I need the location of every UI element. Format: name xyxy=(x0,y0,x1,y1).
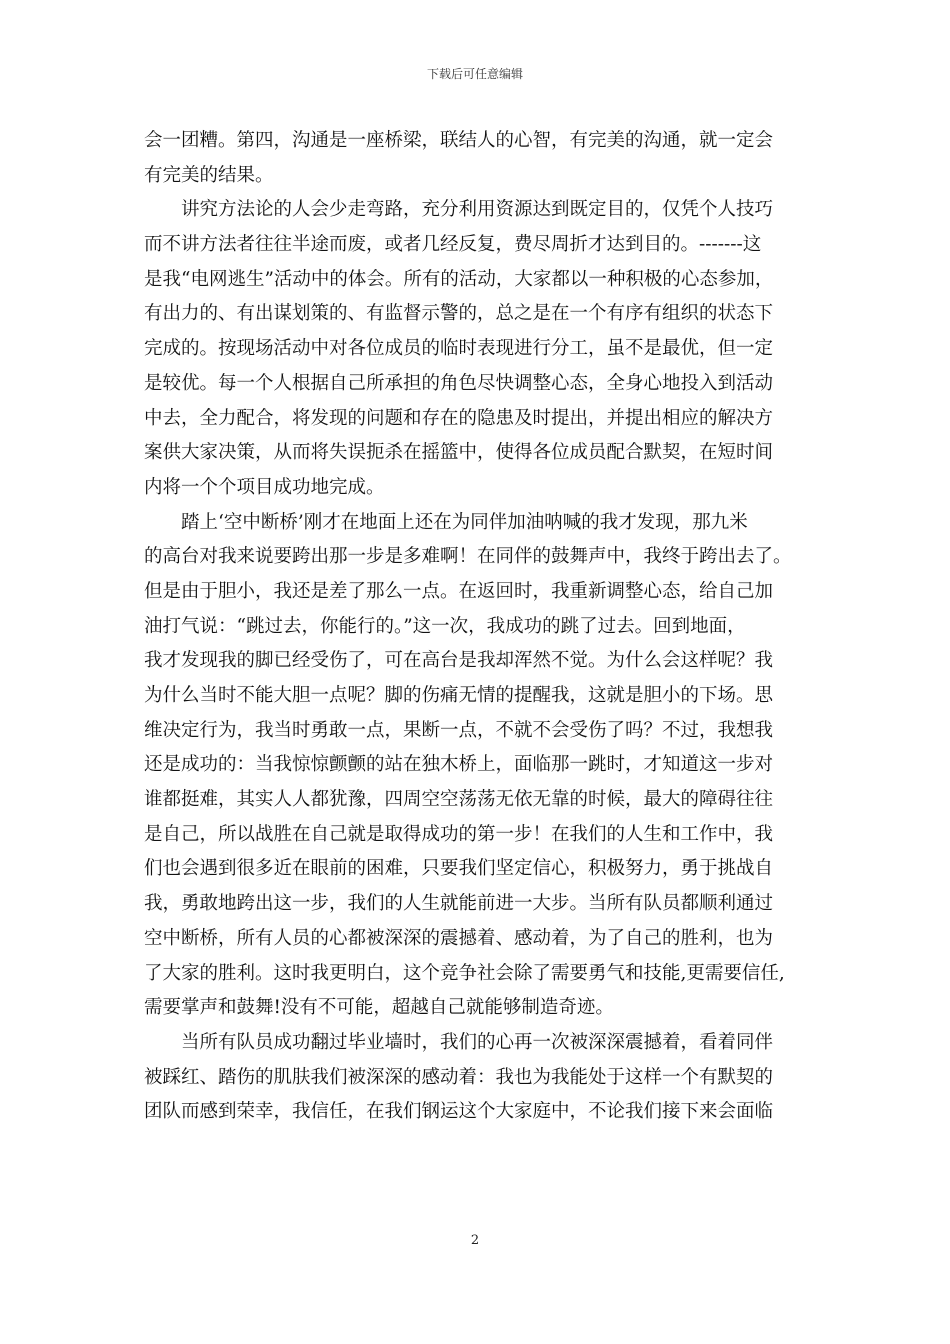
text-line: 是我“电网逃生”活动中的体会。所有的活动，大家都以一种积极的心态参加， xyxy=(144,268,774,290)
text-line: 是自己，所以战胜在自己就是取得成功的第一步！在我们的人生和工作中，我 xyxy=(144,823,774,845)
text-line: 团队而感到荣幸，我信任，在我们钢运这个大家庭中，不论我们接下来会面临 xyxy=(144,1101,774,1123)
text-line: 我，勇敢地跨出这一步，我们的人生就能前进一大步。当所有队员都顺利通过 xyxy=(144,893,774,915)
text-line: 案供大家决策，从而将失误扼杀在摇篮中，使得各位成员配合默契，在短时间 xyxy=(144,442,774,464)
paragraph-start-line: 踏上‘空中断桥’刚才在地面上还在为同伴加油呐喊的我才发现，那九米 xyxy=(181,511,748,533)
text-line: 有完美的结果。 xyxy=(144,164,274,186)
text-line: 们也会遇到很多近在眼前的困难，只要我们坚定信心，积极努力，勇于挑战自 xyxy=(144,858,774,880)
text-line: 被踩红、踏伤的肌肤我们被深深的感动着：我也为我能处于这样一个有默契的 xyxy=(144,1066,774,1088)
document-body xyxy=(144,124,814,1130)
text-line: 维决定行为，我当时勇敢一点，果断一点，不就不会受伤了吗？不过，我想我 xyxy=(144,719,774,741)
text-line: 中去，全力配合，将发现的问题和存在的隐患及时提出，并提出相应的解决方 xyxy=(144,407,774,429)
text-line: 需要掌声和鼓舞!没有不可能，超越自己就能够制造奇迹。 xyxy=(144,997,614,1019)
text-line: 为什么当时不能大胆一点呢？脚的伤痛无情的提醒我，这就是胆小的下场。思 xyxy=(144,685,774,706)
text-line: 而不讲方法者往往半途而废，或者几经反复，费尽周折才达到目的。-------这 xyxy=(144,234,762,256)
text-line: 完成的。按现场活动中对各位成员的临时表现进行分工，虽不是最优，但一定 xyxy=(144,338,774,360)
text-line: 了大家的胜利。这时我更明白，这个竞争社会除了需要勇气和技能,更需要信任, xyxy=(144,962,785,984)
page-header: 下载后可任意编辑 xyxy=(426,67,523,81)
text-line: 会一团糟。第四，沟通是一座桥梁，联结人的心智，有完美的沟通，就一定会 xyxy=(144,130,774,151)
text-line: 是较优。每一个人根据自己所承担的角色尽快调整心态，全身心地投入到活动 xyxy=(144,372,774,394)
paragraph-start-line: 当所有队员成功翻过毕业墙时，我们的心再一次被深深震撼着，看着同伴 xyxy=(181,1031,774,1053)
text-line: 空中断桥，所有人员的心都被深深的震撼着、感动着，为了自己的胜利，也为 xyxy=(144,927,774,949)
text-line: 谁都挺难，其实人人都犹豫，四周空空荡荡无依无靠的时候，最大的障碍往往 xyxy=(144,789,774,811)
text-line: 有出力的、有出谋划策的、有监督示警的，总之是在一个有序有组织的状态下 xyxy=(144,303,774,325)
text-line: 还是成功的：当我惊惊颤颤的站在独木桥上，面临那一跳时，才知道这一步对 xyxy=(144,754,774,776)
page-number: 2 xyxy=(470,1233,480,1248)
text-line: 我才发现我的脚已经受伤了，可在高台是我却浑然不觉。为什么会这样呢？我 xyxy=(144,650,774,672)
paragraph-start-line: 讲究方法论的人会少走弯路，充分利用资源达到既定目的，仅凭个人技巧 xyxy=(181,199,774,221)
text-line: 内将一个个项目成功地完成。 xyxy=(144,476,385,498)
text-line: 的高台对我来说要跨出那一步是多难啊！在同伴的鼓舞声中，我终于跨出去了。 xyxy=(144,546,792,568)
text-line: 但是由于胆小，我还是差了那么一点。在返回时，我重新调整心态，给自己加 xyxy=(144,580,774,602)
text-line: 油打气说：“跳过去，你能行的。”这一次，我成功的跳了过去。回到地面， xyxy=(144,615,746,637)
